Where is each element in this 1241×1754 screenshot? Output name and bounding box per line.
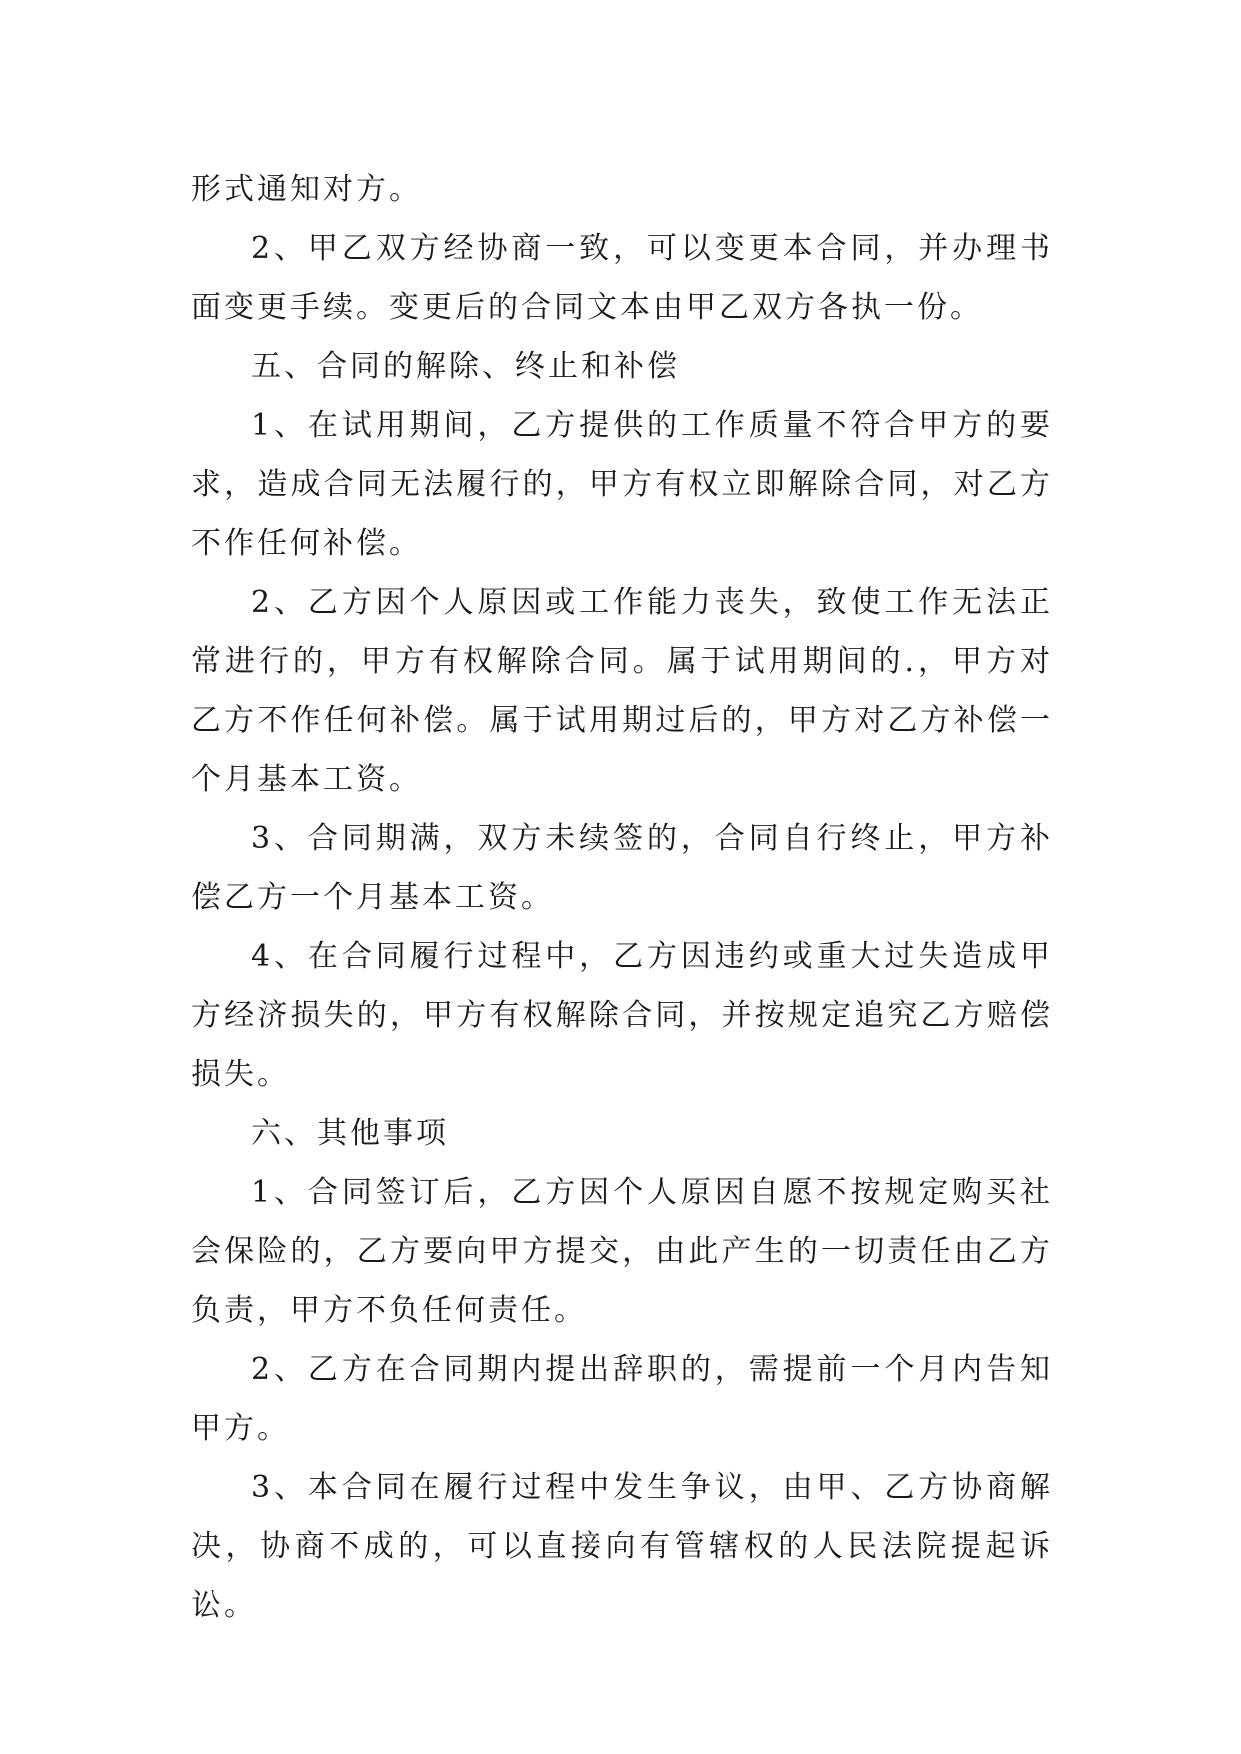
- paragraph-item-4-2: 2、甲乙双方经协商一致，可以变更本合同，并办理书面变更手续。变更后的合同文本由甲乙双方各执一份。: [191, 231, 1053, 325]
- paragraph-item-5-3: 3、合同期满，双方未续签的，合同自行终止，甲方补偿乙方一个月基本工资。: [191, 821, 1053, 915]
- paragraph-item-6-2: 2、乙方在合同期内提出辞职的，需提前一个月内告知甲方。: [191, 1352, 1053, 1446]
- paragraph-continuation: 形式通知对方。: [191, 172, 422, 207]
- document-body: [191, 160, 1053, 1635]
- section-heading-6: 六、其他事项: [251, 1116, 449, 1151]
- paragraph-item-5-4: 4、在合同履行过程中，乙方因违约或重大过失造成甲方经济损失的，甲方有权解除合同，并按规定追究乙方赔偿损失。: [191, 939, 1053, 1092]
- paragraph-item-6-3: 3、本合同在履行过程中发生争议，由甲、乙方协商解决，协商不成的，可以直接向有管辖权的人民法院提起诉讼。: [191, 1470, 1053, 1623]
- paragraph-item-5-1: 1、在试用期间，乙方提供的工作质量不符合甲方的要求，造成合同无法履行的，甲方有权立即解除合同，对乙方不作任何补偿。: [191, 408, 1053, 561]
- section-heading-5: 五、合同的解除、终止和补偿: [251, 349, 680, 384]
- paragraph-item-5-2: 2、乙方因个人原因或工作能力丧失，致使工作无法正常进行的，甲方有权解除合同。属于试用期间的.，甲方对乙方不作任何补偿。属于试用期过后的，甲方对乙方补偿一个月基本工资。: [191, 585, 1053, 797]
- paragraph-item-6-1: 1、合同签订后，乙方因个人原因自愿不按规定购买社会保险的，乙方要向甲方提交，由此产生的一切责任由乙方负责，甲方不负任何责任。: [191, 1175, 1053, 1328]
